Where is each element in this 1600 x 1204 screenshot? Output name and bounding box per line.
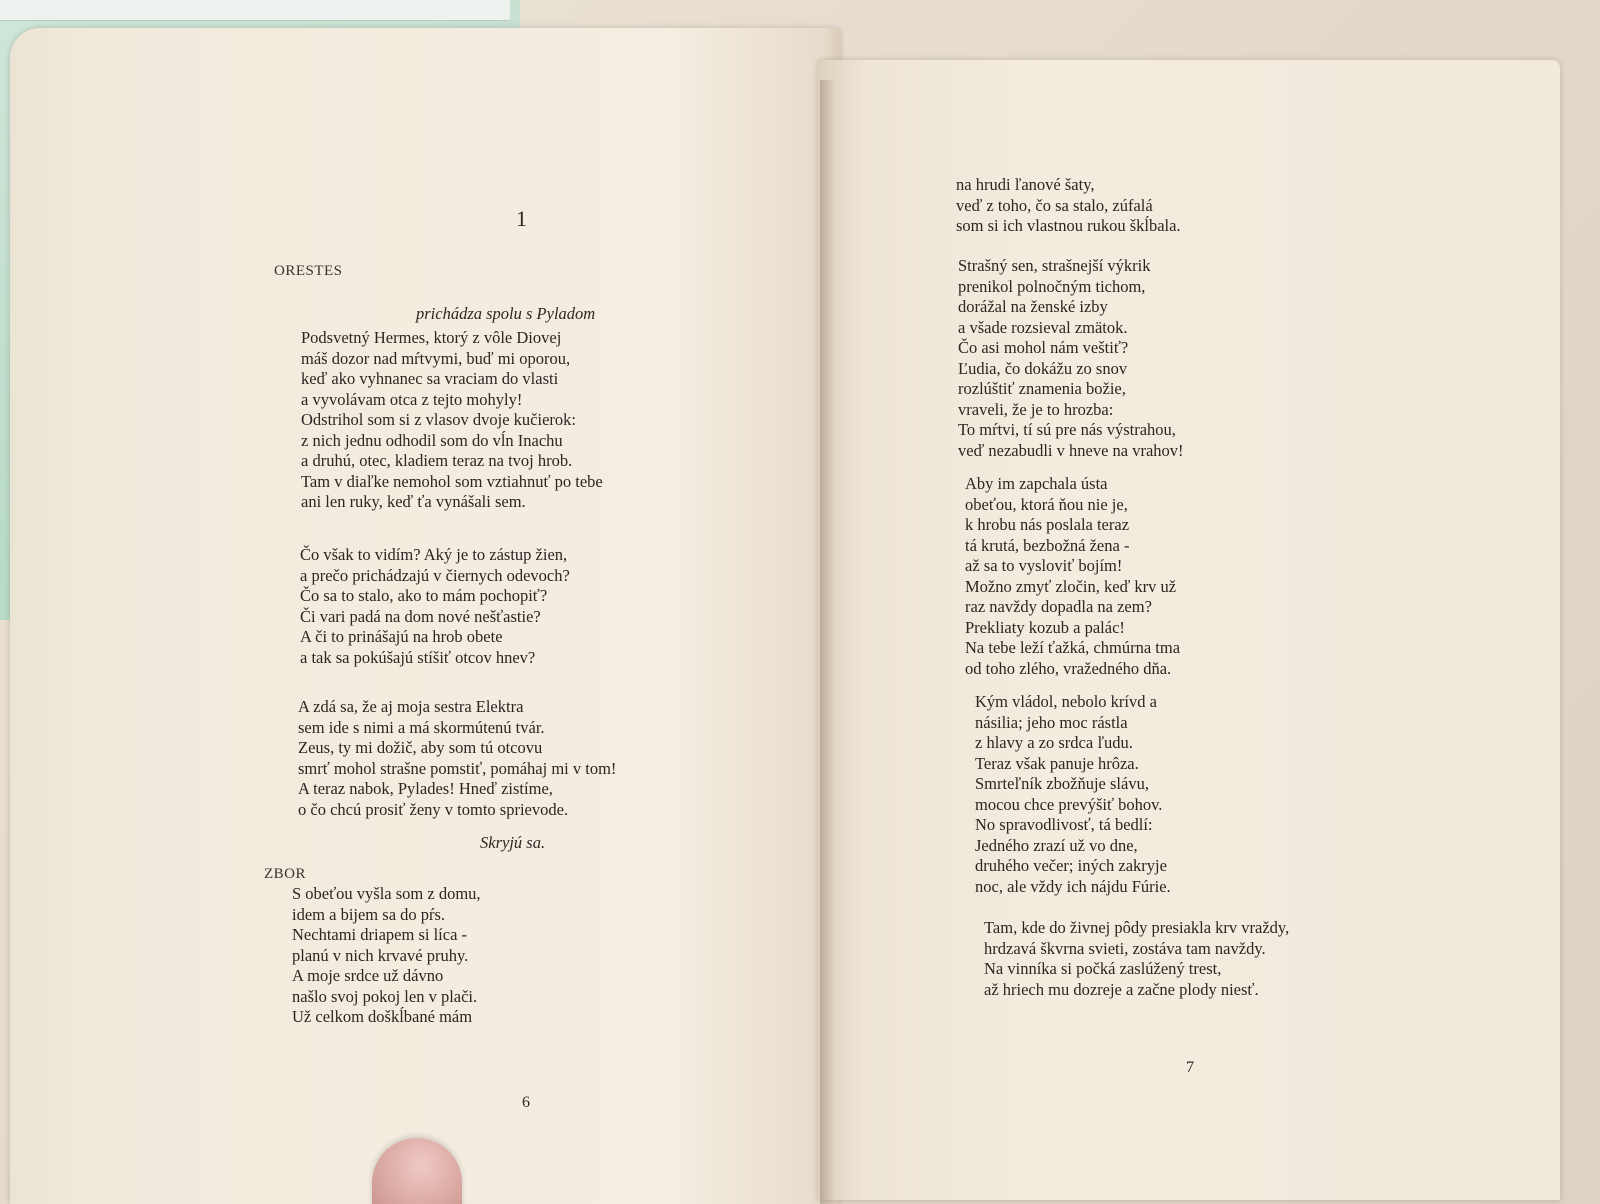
verse-line: Strašný sen, strašnejší výkrik xyxy=(958,256,1151,275)
right-stanza-2 xyxy=(958,256,1184,461)
verse-line: tá krutá, bezbožná žena - xyxy=(965,535,1130,555)
verse-line: A moje srdce už dávno xyxy=(292,966,444,985)
right-page xyxy=(818,60,1560,1200)
verse-line: A zdá sa, že aj moja sestra Elektra xyxy=(298,697,524,716)
verse-line: smrť mohol strašne pomstiť, pomáhaj mi v tom! xyxy=(298,758,617,778)
verse-line: vraveli, že je to hrozba: xyxy=(958,399,1114,419)
verse-line: a druhú, otec, kladiem teraz na tvoj hrob. xyxy=(301,451,573,470)
verse-line: Čo sa to stalo, ako to mám pochopiť? xyxy=(300,586,548,605)
verse-line: až sa to vysloviť bojím! xyxy=(965,556,1123,575)
verse-line: noc, ale vždy ich nájdu Fúrie. xyxy=(975,876,1171,896)
verse-line: Na tebe leží ťažká, chmúrna tma xyxy=(965,638,1181,657)
verse-line: Kým vládol, nebolo krívd a xyxy=(975,692,1157,711)
verse-line: druhého večer; iných zakryje xyxy=(975,856,1167,875)
verse-line: Už celkom doškĺbané mám xyxy=(292,1007,473,1026)
left-stanza-2 xyxy=(300,545,570,668)
verse-line: idem a bijem sa do pŕs. xyxy=(292,904,446,924)
verse-line: Teraz však panuje hrôza. xyxy=(975,753,1139,773)
verse-line: násilia; jeho moc rástla xyxy=(975,712,1128,732)
verse-line: som si ich vlastnou rukou škĺbala. xyxy=(956,216,1181,235)
verse-line: raz navždy dopadla na zem? xyxy=(965,597,1152,616)
verse-line: Odstrihol som si z vlasov dvoje kučierok: xyxy=(301,410,576,429)
verse-line: keď ako vyhnanec sa vraciam do vlasti xyxy=(301,369,559,388)
right-stanza-4 xyxy=(975,692,1171,897)
verse-line: Tam v diaľke nemohol som vztiahnuť po tebe xyxy=(301,471,603,491)
verse-line: k hrobu nás poslala teraz xyxy=(965,515,1130,534)
verse-line: našlo svoj pokoj len v plači. xyxy=(292,986,478,1006)
chapter-number: 1 xyxy=(516,206,527,231)
speaker-orestes: ORESTES xyxy=(274,263,343,279)
verse-line: sem ide s nimi a má skormútenú tvár. xyxy=(298,717,545,737)
verse-line: Ľudia, čo dokážu zo snov xyxy=(958,358,1128,378)
verse-line: a všade rozsieval zmätok. xyxy=(958,317,1128,337)
right-stanza-3 xyxy=(965,474,1180,679)
verse-line: veď nezabudli v hneve na vrahov! xyxy=(958,440,1184,460)
verse-line: prenikol polnočným tichom, xyxy=(958,276,1146,296)
verse-line: Smrteľník zbožňuje slávu, xyxy=(975,774,1149,793)
verse-line: Čo asi mohol nám veštiť? xyxy=(958,338,1129,357)
verse-line: Tam, kde do živnej pôdy presiakla krv vraždy, xyxy=(984,918,1290,937)
verse-line: o čo chcú prosiť ženy v tomto sprievode. xyxy=(298,799,569,819)
verse-line: od toho zlého, vražedného dňa. xyxy=(965,658,1172,678)
verse-line: z nich jednu odhodil som do vĺn Inachu xyxy=(301,430,563,450)
verse-line: hrdzavá škvrna svieti, zostáva tam navždy. xyxy=(984,938,1266,958)
verse-line: dorážal na ženské izby xyxy=(958,297,1108,316)
left-stanza-3 xyxy=(298,697,616,820)
verse-line: Na vinníka si počká zaslúžený trest, xyxy=(984,959,1222,978)
verse-line: obeťou, ktorá ňou nie je, xyxy=(965,494,1128,514)
verse-line: Zeus, ty mi dožič, aby som tú otcovu xyxy=(298,738,543,757)
verse-line: Nechtami driapem si líca - xyxy=(292,925,468,944)
left-stanza-1 xyxy=(301,328,603,513)
verse-line: Čo však to vidím? Aký je to zástup žien, xyxy=(300,545,568,564)
verse-line: mocou chce prevýšiť bohov. xyxy=(975,794,1163,814)
book-gutter xyxy=(820,80,836,1204)
green-cover-tab xyxy=(0,0,510,21)
speaker-zbor: ZBOR xyxy=(264,866,307,882)
left-stanza-4 xyxy=(292,884,481,1028)
verse-line: ani len ruky, keď ťa vynášali sem. xyxy=(301,492,526,511)
right-stanza-1 xyxy=(956,175,1181,237)
verse-line: z hlavy a zo srdca ľudu. xyxy=(975,733,1133,752)
verse-line: rozlúštiť znamenia božie, xyxy=(958,379,1126,398)
verse-line: Jedného zrazí už vo dne, xyxy=(975,835,1138,855)
verse-line: a tak sa pokúšajú stíšiť otcov hnev? xyxy=(300,647,536,667)
verse-line: To mŕtvi, tí sú pre nás výstrahou, xyxy=(958,420,1176,439)
verse-line: Možno zmyť zločin, keď krv už xyxy=(965,576,1177,596)
verse-line: Prekliaty kozub a palác! xyxy=(965,617,1125,637)
verse-line: No spravodlivosť, tá bedlí: xyxy=(975,815,1153,834)
verse-line: planú v nich krvavé pruhy. xyxy=(292,945,469,965)
stage-direction-2: Skryjú sa. xyxy=(480,833,546,852)
verse-line: máš dozor nad mŕtvymi, buď mi oporou, xyxy=(301,348,571,368)
verse-line: A či to prinášajú na hrob obete xyxy=(300,627,503,646)
verse-line: až hriech mu dozreje a začne plody niesť. xyxy=(984,979,1259,999)
verse-line: Či vari padá na dom nové nešťastie? xyxy=(300,606,541,626)
verse-line: A teraz nabok, Pylades! Hneď zistíme, xyxy=(298,779,553,798)
verse-line: Podsvetný Hermes, ktorý z vôle Diovej xyxy=(301,328,562,347)
verse-line: a vyvolávam otca z tejto mohyly! xyxy=(301,389,523,409)
right-page-number: 7 xyxy=(1186,1059,1194,1076)
verse-line: a prečo prichádzajú v čiernych odevoch? xyxy=(300,565,570,585)
right-stanza-5 xyxy=(984,918,1289,1000)
verse-line: na hrudi ľanové šaty, xyxy=(956,175,1095,194)
stage-direction-1: prichádza spolu s Pyladom xyxy=(416,304,596,323)
verse-line: Aby im zapchala ústa xyxy=(965,474,1108,493)
left-page-number: 6 xyxy=(522,1094,530,1111)
verse-line: S obeťou vyšla som z domu, xyxy=(292,884,481,903)
verse-line: veď z toho, čo sa stalo, zúfalá xyxy=(956,195,1153,215)
